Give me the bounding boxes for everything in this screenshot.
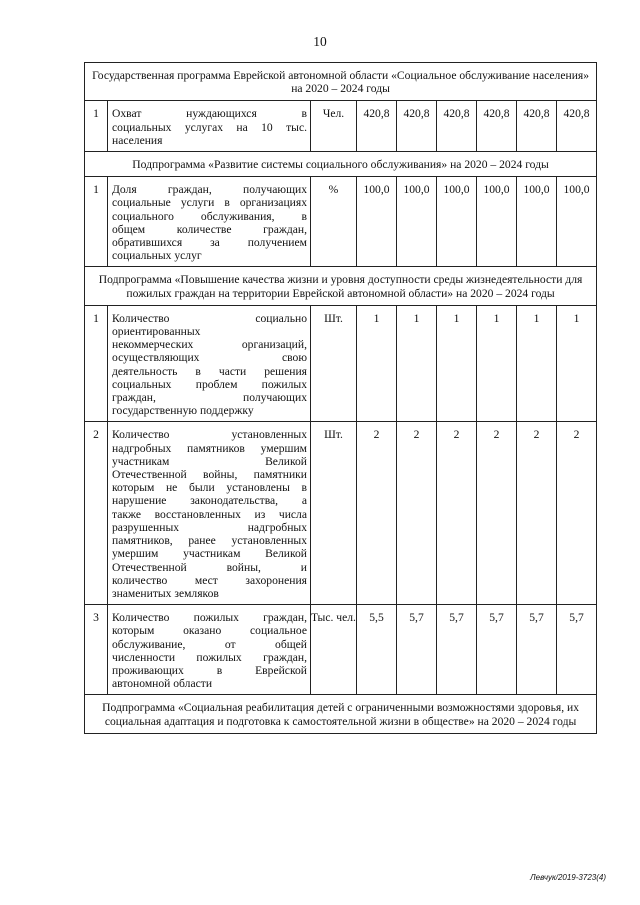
description-line: граждан, получающих [112,391,307,405]
indicator-value: 5,5 [357,605,397,695]
indicators-table [84,62,597,734]
indicator-value: 420,8 [517,101,557,152]
description-line: Охват нуждающихся в [112,107,307,121]
indicator-row [85,605,597,695]
indicator-value: 100,0 [557,177,597,267]
description-line: общем количестве граждан, [112,222,307,236]
description-line: социальных услуг [112,249,202,263]
indicator-description [108,605,311,695]
description-line: осуществляющих свою [112,351,307,365]
unit-of-measure: Шт. [311,305,357,422]
description-line: участникам Великой [112,454,307,468]
indicator-value: 2 [557,422,597,605]
description-line: ориентированных [112,325,201,339]
description-line: знаменитых земляков [112,586,219,600]
section-title: Государственная программа Еврейской автономной области «Социальное обслуживание населения» на 2020 – 2024 годы [85,63,597,101]
section-header-row [85,695,597,733]
page-number: 10 [313,34,327,49]
section-header-row [85,152,597,177]
indicator-value: 1 [557,305,597,422]
description-line: также восстановленных из числа [112,507,307,521]
indicator-value: 5,7 [437,605,477,695]
indicator-value: 5,7 [477,605,517,695]
indicator-value: 5,7 [557,605,597,695]
indicator-row [85,101,597,152]
description-line: государственную поддержку [112,404,254,418]
indicator-value: 420,8 [397,101,437,152]
document-code: Левчук/2019-3723(4) [530,873,606,882]
description-line: памятников, ранее установленных [112,534,307,548]
indicator-value: 100,0 [477,177,517,267]
indicator-value: 2 [357,422,397,605]
description-line: обратившихся за получением [112,236,307,250]
section-title: Подпрограмма «Социальная реабилитация детей с ограниченными возможностями здоровья, их социальная адаптация и подготовка к самостоятельной жизни в обществе» на 2020 – 2024 годы [85,695,597,733]
description-line: количество мест захоронения [112,573,307,587]
description-line: социальных услугах на 10 тыс. [112,120,307,134]
indicator-value: 100,0 [517,177,557,267]
indicator-value: 1 [477,305,517,422]
indicator-value: 2 [477,422,517,605]
indicator-value: 420,8 [557,101,597,152]
indicator-row [85,422,597,605]
description-line: Доля граждан, получающих [112,183,307,197]
description-line: которым оказано социальное [112,624,307,638]
description-line: Отечественной войны, и [112,560,307,574]
indicator-value: 1 [397,305,437,422]
unit-of-measure: Шт. [311,422,357,605]
section-header-row [85,63,597,101]
description-line: Отечественной войны, памятники [112,468,307,482]
indicator-value: 2 [517,422,557,605]
description-line: которым не были установлены в [112,481,307,495]
section-title: Подпрограмма «Повышение качества жизни и уровня доступности среды жизнедеятельности для пожилых граждан на территории Еврейской автономной области» на 2020 – 2024 годы [85,267,597,305]
indicator-value: 5,7 [397,605,437,695]
row-number: 2 [85,422,108,605]
indicator-value: 2 [437,422,477,605]
description-line: социальные услуги в организациях [112,196,307,210]
row-number: 1 [85,177,108,267]
description-line: населения [112,133,163,147]
indicator-value: 2 [397,422,437,605]
description-line: надгробных памятников умершим [112,441,307,455]
description-line: нарушение законодательства, а [112,494,307,508]
description-line: обслуживание, от общей [112,637,307,651]
description-line: Количество пожилых граждан, [112,611,307,625]
description-line: Количество установленных [112,428,307,442]
unit-of-measure: Тыс. чел. [311,605,357,695]
indicator-description [108,422,311,605]
description-line: численности пожилых граждан, [112,650,307,664]
indicator-value: 420,8 [357,101,397,152]
section-header-row [85,267,597,305]
indicator-value: 100,0 [437,177,477,267]
description-line: проживающих в Еврейской [112,663,307,677]
row-number: 3 [85,605,108,695]
indicator-description [108,177,311,267]
description-line: умершим участникам Великой [112,547,307,561]
unit-of-measure: Чел. [311,101,357,152]
indicator-value: 100,0 [397,177,437,267]
indicator-value: 1 [357,305,397,422]
section-title: Подпрограмма «Развитие системы социального обслуживания» на 2020 – 2024 годы [85,152,597,177]
indicator-value: 420,8 [437,101,477,152]
indicator-row [85,305,597,422]
indicator-value: 100,0 [357,177,397,267]
description-line: некоммерческих организаций, [112,338,307,352]
description-line: деятельность в части решения [112,364,307,378]
indicator-value: 5,7 [517,605,557,695]
indicator-description [108,101,311,152]
description-line: социальных проблем пожилых [112,377,307,391]
indicator-value: 1 [437,305,477,422]
description-line: Количество социально [112,311,307,325]
description-line: автономной области [112,677,213,691]
row-number: 1 [85,101,108,152]
indicator-row [85,177,597,267]
unit-of-measure: % [311,177,357,267]
row-number: 1 [85,305,108,422]
indicator-description [108,305,311,422]
indicator-value: 1 [517,305,557,422]
description-line: разрушенных надгробных [112,520,307,534]
description-line: социального обслуживания, в [112,209,307,223]
indicator-value: 420,8 [477,101,517,152]
